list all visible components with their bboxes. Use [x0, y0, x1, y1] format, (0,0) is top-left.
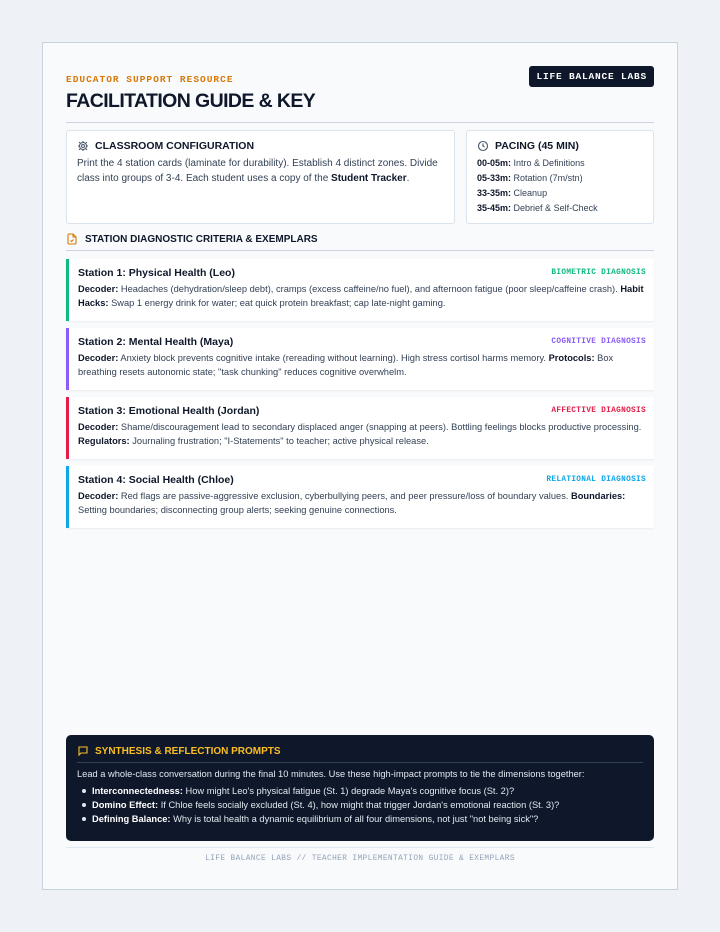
page-footer: LIFE BALANCE LABS // TEACHER IMPLEMENTATION GUIDE & EXEMPLARS — [66, 847, 654, 863]
pacing-time: 00-05m: — [477, 158, 512, 168]
stations-heading: STATION DIAGNOSTIC CRITERIA & EXEMPLARS — [85, 233, 318, 245]
classroom-config-card — [66, 130, 455, 224]
pacing-desc: Cleanup — [513, 188, 548, 198]
decoder-text: Red flags are passive-aggressive exclusion, cyberbullying peers, and peer pressure/loss of boundary values. — [120, 491, 569, 501]
diagnosis-tag: BIOMETRIC DIAGNOSIS — [551, 269, 646, 277]
diagnosis-tag: RELATIONAL DIAGNOSIS — [546, 476, 646, 484]
prompt-item — [81, 784, 643, 798]
prompt-label: Interconnectedness: — [92, 786, 183, 796]
station-list — [66, 259, 654, 528]
strategy-text: Box breathing resets autonomic state; "task chunking" reduces cognitive overwhelm. — [78, 353, 614, 377]
pacing-row — [477, 171, 643, 186]
prompt-item — [81, 812, 643, 826]
config-text — [77, 157, 444, 186]
prompt-list — [77, 784, 643, 826]
config-text-end: . — [406, 172, 410, 184]
diagnosis-tag: COGNITIVE DIAGNOSIS — [551, 338, 646, 346]
synthesis-header — [77, 745, 643, 757]
guide-page — [42, 42, 678, 890]
decoder-text: Headaches (dehydration/sleep debt), cramps (excess caffeine/no fuel), and afternoon fatigue (poor sleep/caffeine crash). — [120, 284, 618, 294]
pacing-header — [477, 140, 643, 152]
pacing-time: 35-45m: — [477, 203, 512, 213]
station-body — [78, 283, 646, 310]
brand-badge: LIFE BALANCE LABS — [529, 66, 654, 87]
title-divider — [66, 122, 654, 123]
prompt-label: Defining Balance: — [92, 814, 171, 824]
pacing-row — [477, 186, 643, 201]
decoder-label: Decoder: — [78, 491, 119, 501]
station-card-social — [66, 466, 654, 528]
diagnosis-tag: AFFECTIVE DIAGNOSIS — [551, 407, 646, 415]
decoder-label: Decoder: — [78, 284, 119, 294]
decoder-text: Anxiety block prevents cognitive intake (rereading without learning). High stress cortisol harms memory. — [120, 353, 546, 363]
station-card-emotional — [66, 397, 654, 459]
clock-icon — [477, 140, 489, 152]
gear-icon — [77, 140, 89, 152]
station-body — [78, 490, 646, 517]
strategy-label: Habit Hacks: — [78, 284, 644, 308]
prompt-text: How might Leo's physical fatigue (St. 1) degrade Maya's cognitive focus (St. 2)? — [185, 786, 515, 796]
station-card-physical — [66, 259, 654, 321]
pacing-row — [477, 201, 643, 216]
prompt-item — [81, 798, 643, 812]
prompt-label: Domino Effect: — [92, 800, 159, 810]
decoder-label: Decoder: — [78, 422, 119, 432]
pacing-row — [477, 156, 643, 171]
page-kicker: EDUCATOR SUPPORT RESOURCE — [66, 74, 234, 85]
strategy-label: Regulators: — [78, 435, 130, 446]
synthesis-panel — [66, 735, 654, 841]
pacing-time: 05-33m: — [477, 173, 512, 183]
config-header — [77, 140, 444, 152]
chat-bubble-icon — [77, 745, 89, 757]
station-card-mental — [66, 328, 654, 390]
page-title: FACILITATION GUIDE & KEY — [66, 90, 316, 112]
synthesis-heading: SYNTHESIS & REFLECTION PROMPTS — [95, 745, 281, 757]
station-name: Station 4: Social Health (Chloe) — [78, 474, 234, 486]
pacing-desc: Intro & Definitions — [513, 158, 585, 168]
pacing-card — [466, 130, 654, 224]
strategy-label: Protocols: — [548, 353, 595, 363]
prompt-text: Why is total health a dynamic equilibrium of all four dimensions, not just "not being sick"? — [173, 814, 539, 824]
station-name: Station 1: Physical Health (Leo) — [78, 267, 235, 279]
pacing-time: 33-35m: — [477, 188, 512, 198]
station-name: Station 2: Mental Health (Maya) — [78, 336, 234, 348]
pacing-list — [477, 156, 643, 216]
strategy-text: Setting boundaries; disconnecting group alerts; seeking genuine connections. — [78, 504, 397, 515]
document-icon — [66, 233, 78, 245]
synthesis-intro: Lead a whole-class conversation during the final 10 minutes. Use these high-impact prompts to tie the dimensions together: — [77, 769, 585, 779]
synthesis-divider — [77, 762, 643, 763]
stations-section-header — [66, 233, 654, 245]
stations-divider — [66, 250, 654, 251]
strategy-text: Journaling frustration; "I-Statements" to teacher; active physical release. — [132, 435, 429, 446]
config-text-emphasis: Student Tracker — [331, 172, 407, 184]
strategy-text: Swap 1 energy drink for water; eat quick protein breakfast; cap late-night gaming. — [111, 297, 446, 308]
decoder-text: Shame/discouragement lead to secondary displaced anger (snapping at peers). Bottling feelings blocks productive processing. — [120, 422, 642, 432]
page-content — [66, 65, 654, 528]
pacing-heading: PACING (45 MIN) — [495, 140, 579, 152]
overview-row — [66, 130, 654, 224]
station-body — [78, 352, 646, 379]
config-heading: CLASSROOM CONFIGURATION — [95, 140, 255, 152]
station-name: Station 3: Emotional Health (Jordan) — [78, 405, 260, 417]
station-body — [78, 421, 646, 448]
decoder-label: Decoder: — [78, 353, 119, 363]
pacing-desc: Rotation (7m/stn) — [513, 173, 583, 183]
config-text-main: Print the 4 station cards (laminate for durability). Establish 4 distinct zones. Divide class into groups of 3-4. Each student uses a copy of the — [77, 158, 438, 184]
pacing-desc: Debrief & Self-Check — [513, 203, 598, 213]
strategy-label: Boundaries: — [571, 491, 626, 501]
prompt-text: If Chloe feels socially excluded (St. 4), how might that trigger Jordan's emotional reaction (St. 3)? — [160, 800, 560, 810]
